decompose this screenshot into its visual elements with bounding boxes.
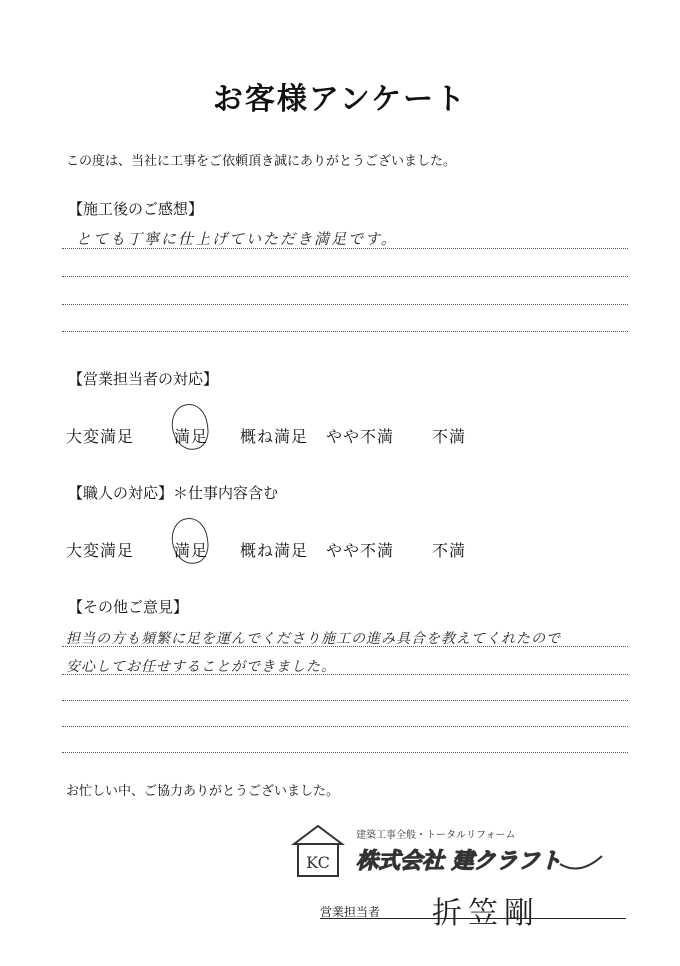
company-name: 株式会社 建クラフト <box>356 849 562 874</box>
page-title: お客様アンケート <box>212 82 468 117</box>
sales-rep-signature: 折笠剛 <box>432 896 540 931</box>
impression-heading: 【施工後のご感想】 <box>68 200 204 218</box>
company-tagline: 建築工事全般・トータルリフォーム <box>356 830 516 841</box>
sales-rep-option-unsatisfied[interactable]: 不満 <box>432 427 467 446</box>
logo-initials: KC <box>306 853 330 872</box>
logo-swoosh-icon <box>560 856 602 869</box>
sales-rep-heading: 【営業担当者の対応】 <box>68 370 219 388</box>
craftsman-option-somewhat-unsatisfied[interactable]: やや不満 <box>326 541 395 560</box>
company-logo <box>290 822 610 880</box>
answer-line <box>62 752 628 753</box>
answer-line <box>62 726 628 727</box>
intro-text: この度は、当社に工事をご依頼頂き誠にありがとうございました。 <box>66 154 457 169</box>
other-answer-line2: 安心してお任せすることができました。 <box>66 659 336 675</box>
craftsman-option-satisfied[interactable]: 満足 <box>174 541 209 560</box>
other-heading: 【その他ご意見】 <box>68 598 189 616</box>
sales-rep-option-somewhat-unsatisfied[interactable]: やや不満 <box>326 427 395 446</box>
sales-rep-option-mostly-satisfied[interactable]: 概ね満足 <box>240 427 309 446</box>
answer-line <box>62 304 628 305</box>
answer-line <box>62 674 628 675</box>
answer-line <box>62 331 628 332</box>
sales-rep-option-satisfied[interactable]: 満足 <box>174 427 209 446</box>
other-answer-line1: 担当の方も頻繁に足を運んでくださり施工の進み具合を教えてくれたので <box>66 631 561 647</box>
sales-rep-option-very-satisfied[interactable]: 大変満足 <box>66 427 135 446</box>
signature-line <box>320 918 626 919</box>
answer-line <box>62 646 628 647</box>
logo-roof-icon <box>294 826 342 844</box>
craftsman-option-very-satisfied[interactable]: 大変満足 <box>66 541 135 560</box>
answer-line <box>62 248 628 249</box>
answer-line <box>62 276 628 277</box>
craftsman-option-unsatisfied[interactable]: 不満 <box>432 541 467 560</box>
craftsman-heading: 【職人の対応】＊仕事内容含む <box>68 484 279 502</box>
sales-rep-label: 営業担当者 <box>320 905 381 919</box>
answer-line <box>62 700 628 701</box>
impression-answer: とても丁寧に仕上げていただき満足です。 <box>76 230 398 248</box>
closing-text: お忙しい中、ご協力ありがとうございました。 <box>66 784 340 799</box>
craftsman-option-mostly-satisfied[interactable]: 概ね満足 <box>240 541 309 560</box>
